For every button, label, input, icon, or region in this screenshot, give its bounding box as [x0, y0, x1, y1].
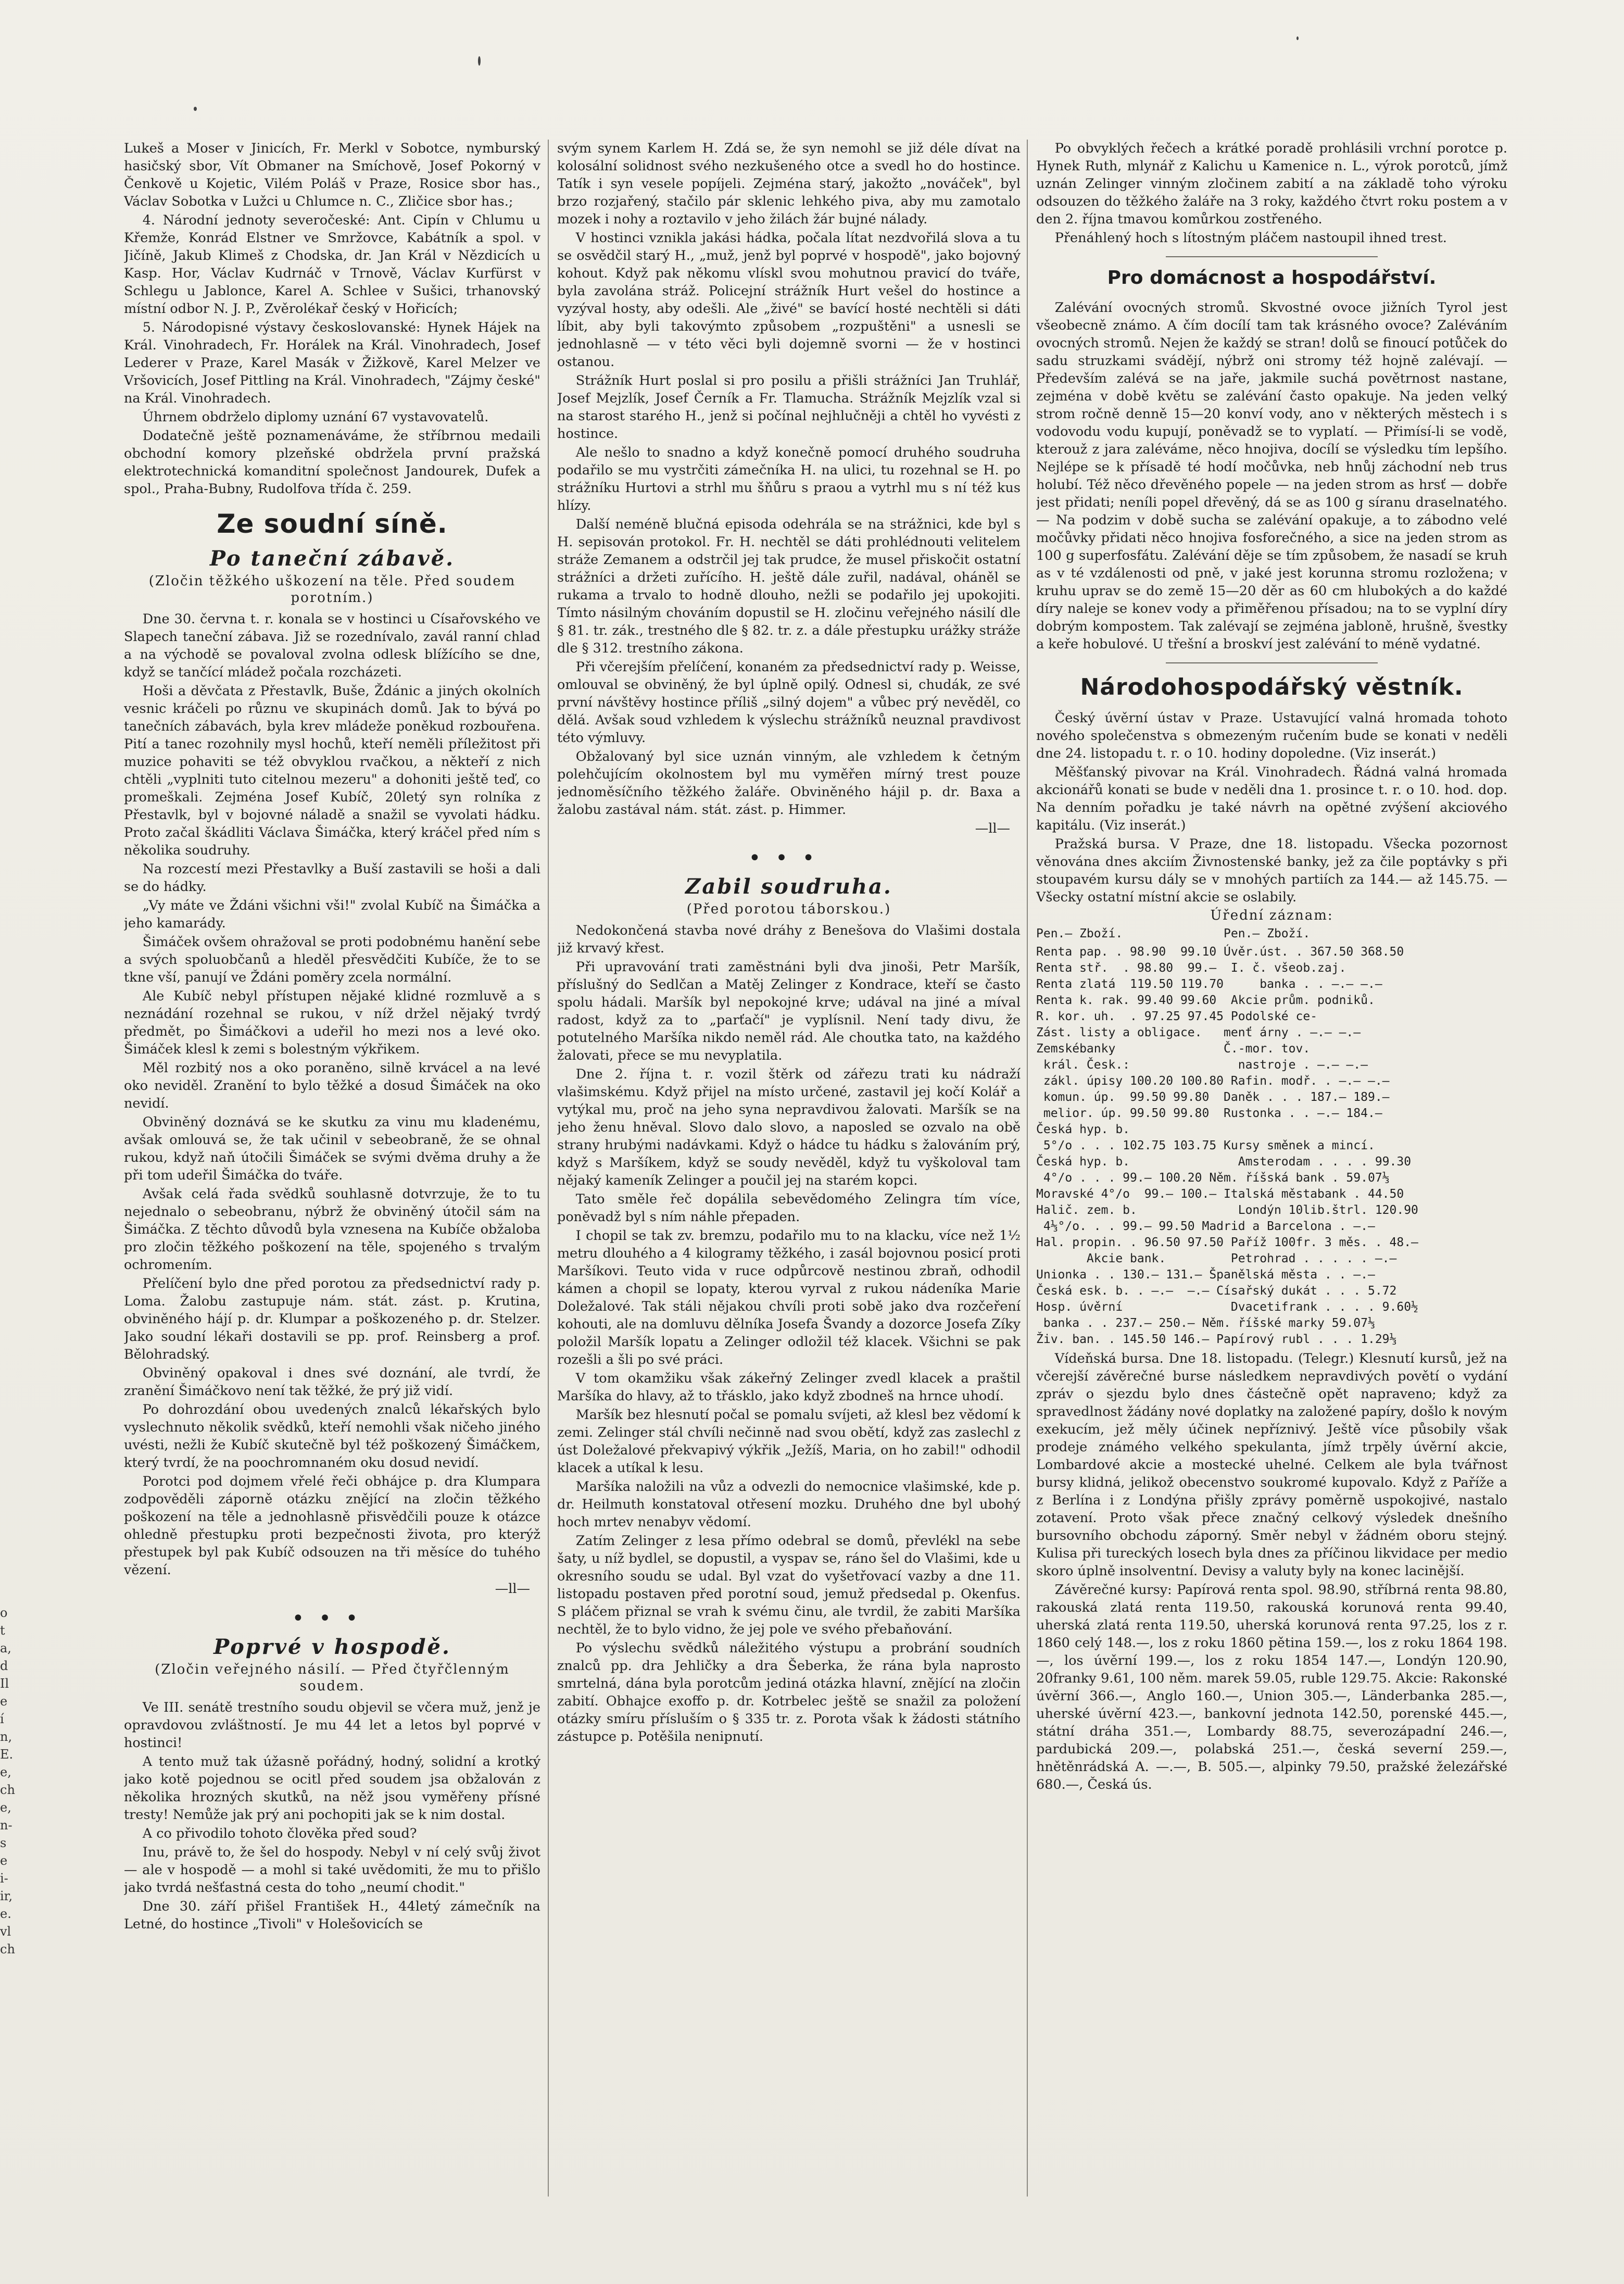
paragraph: Úhrnem obdrželo diplomy uznání 67 vystavovatelů.: [142, 409, 489, 425]
author-signature: —ll—: [495, 1581, 530, 1597]
paragraph: Vídeňská bursa. Dne 18. listopadu. (Telegr.) Klesnutí kursů, jež na včerejší závěrečné burse následkem nepravdivých povětí o vydání zpráv o sjezdu bylo dnes částečně opět napraveno; když za spravedlnost žádány nové doplatky na založené papíry, došlo k novým exekucím, jež měly účinek nepříznivý. Ještě více působily však prodeje známého velkého spekulanta, jímž trpěly úvěrní akcie, Lombardové akcie a mostecké uhelné. Celkem ale byla tvářnost bursy klidná, jelikož obecenstvo soukromé kupovalo. Když z Paříže a z Berlína i z Londýna přišly zprávy poměrně uspokojivé, nastalo zotavení. Proto však přece značný celkový výsledek dnešního bursovního obchodu záporný. Směr nebyl v žádném oboru stejný. Kulisa při tureckých losech byla dnes za příčinou likvidace per medio skoro úplně insolventní. Devisy a valuty byly na konec lacinější.: [1036, 1351, 1507, 1579]
author-signature: —ll—: [975, 821, 1010, 836]
paragraph: Na rozcestí mezi Přestavlky a Buší zastavili se hoši a dali se do hádky.: [124, 861, 540, 895]
column-rule: [1027, 140, 1028, 2197]
article-subtitle: (Zločin veřejného násilí. — Před čtyřčlenným soudem.: [155, 1662, 510, 1694]
paragraph: Dne 30. června t. r. konala se v hostinci u Císařovského ve Slapech taneční zábava. Již se rozednívalo, zavál ranní chlad a na východě se povaloval zvolna odlesk blížícího se dne, když se tančící mládež počala rozcházeti.: [124, 611, 540, 680]
paragraph: Pražská bursa. V Praze, dne 18. listopadu. Všecka pozornost věnována dnes akciím Živnostenské banky, jež za čile poptávky s při stoupavém kursu dály se v mnohých partiích za 144.— až 145.75. — Všecky ostatní místní akcie se oslabily.: [1036, 836, 1507, 905]
paragraph: Dne 2. října t. r. vozil štěrk od zářezu trati ku nádraží vlašimskému. Když přijel na místo určené, zastavil jej kočí Kolář a vytýkal mu, proč na jeho syna nepravdivou žalovati. Maršík se na jeho ženu hněval. Slovo dalo slovo, a naposled se ozvalo na obě strany hrubými nadávkami. Když o hádce tu hádku s žalováním prý, když s Maršíkem, když se soudy nevěděl, když tu vyškoloval tam nějaký kameník Zelinger a poučil jej na starém kopci.: [557, 1066, 1021, 1188]
paragraph: Maršík bez hlesnutí počal se pomalu svíjeti, až klesl bez vědomí k zemi. Zelinger stál chvíli nečinně nad svou obětí, když zas zaslechl z úst Doležalové překvapivý výkřik „Ježíš, Maria, on ho zabil!" odhodil klacek a utíkal k lesu.: [557, 1407, 1021, 1476]
paragraph: Ale nešlo to snadno a když konečně pomocí druhého soudruha podařilo se mu vystrčiti zámečníka H. na ulici, tu rozehnal se H. po strážníku Hurtovi a strhl mu šňůru s praou a vytrhl mu s ní též kus hlízy.: [557, 445, 1021, 513]
paragraph: Dodatečně ještě poznamenáváme, že stříbrnou medaili obchodní komory plzeňské obdržela první pražská elektrotechnická komanditní společnost Jandourek, Dufek a spol., Praha-Bubny, Rudolfova třída č. 259.: [124, 428, 540, 497]
paragraph: Ve III. senátě trestního soudu objevil se včera muž, jenž je opravdovou zvláštností. Je mu 44 let a letos byl poprvé v hostinci!: [124, 1700, 540, 1751]
paragraph: A tento muž tak úžasně pořádný, hodný, solidní a krotký jako kotě pojednou se ocitl před soudem jsa obžalován z několika hrozných skutků, na něž jsou vyměřeny přísné tresty! Nemůže jak prý ani pochopiti jak se k nim dostal.: [124, 1754, 540, 1823]
paragraph: I chopil se tak zv. bremzu, podařilo mu to na klacku, více než 1½ metru dlouhého a 4 kilogramy těžkého, i zasál bojovnou posicí proti Maršíkovi. Teuto vida v ruce odpůrcově nestinou zbraň, odhodil kámen a chopil se lopaty, kterou vyrval z rukou nádeníka Marie Doležalové. Tak stáli nějakou chvíli proti sobě jako dva rozčeření kohouti, ale na domluvu dělníka Josefa Švandy a dozorce Josefa Zíky položil Maršík lopatu a Zelinger odložil též klacek. Všichni se pak rozešli a šli po své práci.: [557, 1228, 1021, 1367]
paragraph: „Vy máte ve Ždáni všichni vši!" zvolal Kubíč na Šimáčka a jeho kamarády.: [124, 898, 540, 931]
paragraph: Měl rozbitý nos a oko poraněno, silně krvácel a na levé oko neviděl. Zranění to bylo těžké a dosud Šimáček na oko nevidí.: [124, 1060, 540, 1111]
paragraph: Obžalovaný byl sice uznán vinným, ale vzhledem k četným polehčujícím okolnostem byl mu vyměřen mírný trest pouze jednoměsíčního těžkého žaláře. Obviněného hájil p. dr. Baxa a žalobu zastával nám. stát. zást. p. Himmer.: [557, 749, 1021, 818]
section-title: Ze soudní síně.: [217, 509, 448, 539]
paragraph: Český úvěrní ústav v Praze. Ustavující valná hromada tohoto nového společenstva s obmezeným ručením bude se konati v neděli dne 24. listopadu t. r. o 10. hodiny dopoledne. (Viz inserát.): [1036, 710, 1507, 761]
paragraph: Ale Kubíč nebyl přístupen nějaké klidné rozmluvě a s neznádání rozehnal se rukou, v níž držel nějaký tvrdý předmět, po Šimáčkovi a udeřil ho mezi nos a levé oko. Šimáček klesl k zemi s bolestným výkřikem.: [124, 988, 540, 1057]
paragraph: Závěrečné kursy: Papírová renta spol. 98.90, stříbrná renta 98.80, rakouská zlatá renta 119.50, rakouská korunová renta 99.40, uherská zlatá renta 119.50, uherská korunová renta 97.25, los z r. 1860 celý 148.—, los z roku 1860 pětina 159.—, los z roku 1864 198.—, los úvěrní 199.—, los z roku 1854 147.—, Londýn 120.90, 20franky 9.61, 100 něm. marek 59.05, ruble 129.75. Akcie: Rakonské úvěrní 366.—, Anglo 160.—, Union 305.—, Länderbanka 285.—, uherské úvěrní 423.—, bankovní jednota 142.50, porenské 445.—, státní dráha 351.—, Lombardy 88.75, severozápadní 246.—, pardubická 209.—, polabská 251.—, česká severní 259.—, hnětěnrádská A. —.—, B. 505.—, alpinky 79.50, pražské železářské 680.—, Česká ús.: [1036, 1582, 1507, 1792]
paragraph: Obviněný opakoval i dnes své doznání, ale tvrdí, že zranění Šimáčkovo není tak těžké, že prý již vidí.: [124, 1365, 540, 1399]
paragraph: Avšak celá řada svědků souhlasně dotvrzuje, že to tu nejednalo o sebeobranu, nýbrž že obviněný útočil sám na Šimáčka. Z těchto důvodů byla vznesena na Kubíče obžaloba pro zločin těžkého poškození na těle, spojeného s trvalým ochromením.: [124, 1186, 540, 1273]
paragraph: Nedokončená stavba nové dráhy z Benešova do Vlašimi dostala již krvavý křest.: [557, 923, 1021, 956]
print-speck: [194, 107, 197, 111]
rates-column-header: Pen.— Zboží. Pen.— Zboží.: [1036, 927, 1311, 940]
article-subtitle: (Před porotou táborskou.): [686, 901, 891, 917]
print-speck: [1296, 36, 1299, 40]
divider: [1166, 662, 1378, 663]
paragraph: A co přivodilo tohoto člověka před soud?: [142, 1826, 417, 1841]
section-title: Národohospodářský věstník.: [1080, 674, 1464, 700]
paragraph: Přelíčení bylo dne před porotou za předsednictví rady p. Loma. Žalobu zastupuje nám. stát. zást. p. Krutina, obviněného hájí p. dr. Klumpar a poškozeného p. dr. Stelzer. Jako soudní lékaři dostavili se pp. prof. Reinsberg a prof. Bělohradský.: [124, 1276, 540, 1362]
rates-heading: Úřední záznam:: [1210, 908, 1333, 923]
paragraph: Zatím Zelinger z lesa přímo odebral se domů, převlékl na sebe šaty, u níž bydlel, se dopustil, a vyspav se, ráno šel do Vlašimi, kde u okresního soudu se udal. Byl vzat do vyšetřovací vazby a dne 11. listopadu postaven před porotní soud, jemuž předsedal p. Okenfus. S pláčem přiznal se vrah k svému činu, ale tvrdil, že zabiti Maršíka nechtěl, že to bylo vidno, že jej pole ve svého přebaňování.: [557, 1533, 1021, 1637]
paragraph: 5. Národopisné výstavy českoslovanské: Hynek Hájek na Král. Vinohradech, Fr. Horálek na Král. Vinohradech, Josef Lederer v Praze, Karel Masák v Žižkově, Karel Melzer ve Vršovicích, Josef Pittling na Král. Vinohradech, "Zájmy české" na Král. Vinohradech.: [124, 320, 540, 406]
article-title: Zabil soudruha.: [685, 874, 892, 899]
paragraph: Po výslechu svědků náležitého výstupu a probrání soudních znalců pp. dra Jehličky a dra Šeberka, že rána byla naprosto smrtelná, dána byla porotcům jediná otázka hlavní, znějící na zločin zabití. Obhajce exoffo p. dr. Kotrbelec ještě se snažil za položení otázky smíru přísluším o § 335 tr. z. Porota však k žádosti státního zástupce p. Potěšila nenipnutí.: [557, 1640, 1021, 1745]
paragraph: Další neméně blučná episoda odehrála se na strážnici, kde byl s H. sepisován protokol. Fr. H. nechtěl se dáti prohlédnouti velitelem stráže Zemanem a odstrčil jej tak prudce, že musel přiskočit ostatní strážníci a držeti zuřícího. H. ještě dále zuřil, nadával, oháněl se rukama a trvalo to hodně dlouho, nežli se podařilo jej upokojiti. Tímto násilným chováním dopustil se H. zločinu veřejného násilí dle § 81. tr. zák., trestného dle § 82. tr. z. a dále přestupku urážky stráže dle § 312. trestního zákona.: [557, 517, 1021, 656]
article-title: Po taneční zábavě.: [209, 546, 455, 571]
paragraph: Měšťanský pivovar na Král. Vinohradech. Řádná valná hromada akcionářů konati se bude v neděli dna 1. prosince t. r. o 10. hod. dop. Na denním pořadku je také návrh na opětné zvýšení akciového kapitálu. (Viz inserát.): [1036, 764, 1507, 833]
paragraph: Inu, právě to, že šel do hospody. Nebyl v ní celý svůj život — ale v hospodě — a mohl si také uvědomiti, že mu to přišlo jako tvrdá nešťastná cesta do toho „neumí chodit.": [124, 1844, 540, 1896]
column-3: [1036, 140, 1507, 2202]
paragraph: Obviněný doznává se ke skutku za vinu mu kladenému, avšak omlouvá se, že tak učinil v sebeobraně, že se ohnal rukou, když naň útočili Šimáček se svými dvěma druhy a že při tom udeřil Šimáčka do tváře.: [124, 1114, 540, 1183]
paragraph: Šimáček ovšem ohražoval se proti podobnému hanění sebe a svých spoluobčanů a hleděl přesvědčiti Kubíče, že to se tkne vší, panují ve Ždáni poměry zcela normální.: [124, 934, 540, 985]
column-1: [124, 140, 540, 2202]
section-title: Pro domácnost a hospodářství.: [1107, 267, 1437, 288]
paragraph: Tato směle řeč dopálila sebevědomého Zelingra tím více, poněvadž byl s ním náhle přepaden.: [557, 1191, 1021, 1225]
paragraph: Hoši a děvčata z Přestavlk, Buše, Ždánic a jiných okolních vesnic kráčeli po různu ve skupinách domů. Jak to bývá po tanečních zábavách, byla krev mládeže poněkud rozbouřena. Pití a tanec rozohnily mysl hochů, kteří neměli příležitost při muzice pohaviti se též obvyklou rvačkou, a někteří z nich chtěli „vyplniti tuto citelnou mezeru" a dohoniti ještě teď, co promeškali. Zejména Josef Kubíč, 20letý syn rolníka z Přestavlk, byl v bojovné náladě a snažil se vyvolati hádku. Proto začal škádliti Václava Šimáčka, který kráčel před ním s několika soudruhy.: [124, 683, 540, 858]
separator-dots: •••: [292, 1607, 373, 1630]
exchange-rates-table: Renta pap. . 98.90 99.10 Úvěr.úst. . 367.50 368.50 Renta stř. . 98.80 99.— I. č. všeob.zaj. Renta zlatá 119.50 119.70 banka . . —.— —.— Renta k. rak. 99.40 99.60 Akcie prům. podniků. R. kor. uh. . 97.25 97.45 Podolské ce- Zást. listy a obligace. menť árny . —.— —.— Zemskébanky Č.-mor. tov. král. Česk.: nastroje . —.— —.— zákl. úpisy 100.20 100.80 Rafin. modř. . —.— —.— komun. úp. 99.50 99.80 Daněk . . . 187.— 189.— melior. úp. 99.50 99.80 Rustonka . . —.— 184.— Česká hyp. b. 5°/o . . . 102.75 103.75 Kursy směnek a mincí. Česká hyp. b. Amsterodam . . . . 99.30 4°/o . . . 99.— 100.20 Něm. říšská bank . 59.07⅓ Moravské 4°/o 99.— 100.— Italská městabank . 44.50 Halič. zem. b. Londýn 10lib.štrl. 120.90 4⅓°/o. . . 99.— 99.50 Madrid a Barcelona . —.— Hal. propin. . 96.50 97.50 Paříž 100fr. 3 měs. . 48.— Akcie bank. Petrohrad . . . . . —.— Unionka . . 130.— 131.— Španělská města . . —.— Česká esk. b. . —.— —.— Císařský dukát . . . 5.72 Hosp. úvěrní Dvacetifrank . . . . 9.60½ banka . . 237.— 250.— Něm. říšské marky 59.07⅓ Živ. ban. . 145.50 146.— Papírový rubl . . . 1.29⅓: [1036, 945, 1418, 1346]
paragraph: Přenáhlený hoch s lítostným pláčem nastoupil ihned trest.: [1054, 230, 1447, 246]
paragraph: Po dohrozdání obou uvedených znalců lékařských bylo vyslechnuto několik svědků, kteří nemohli však ničeho jiného uvésti, nežli že Kubíč skutečně byl též poškozený Šimáčkem, který tvrdí, že na poochromnaném oku dosud nevidí.: [124, 1402, 540, 1471]
paragraph: Při upravování trati zaměstnáni byli dva jinoši, Petr Maršík, příslušný do Sedlčan a Matěj Zelinger z Kondrace, kteří se často spolu hádali. Maršík byl nepokojné krve; udával na jiné a míval radost, když za to „parťačí" je vyplísnil. Není tady divu, že potutelného Maršíka nikdo neměl rád. Ale choutka tato, na každého žalovati, přece se mu nevyplatila.: [557, 959, 1021, 1063]
paragraph: V hostinci vznikla jakási hádka, počala lítat nezdvořilá slova a tu se osvědčil starý H., „muž, jenž byl poprvé v hospodě", jako bojovný kohout. Když pak někomu vlískl svou mohutnou pravicí do tváře, byla zavolána stráž. Policejní strážník Hurt vešel do hostince a vyzýval hosty, aby odešli. Ale „živé" se bavící hosté nechtěli si dáti líbit, aby byli takovýmto způsobem „rozpuštěni" a usnesli se jednohlasně — v této věci byli dojemně svorni — že v hostinci ostanou.: [557, 230, 1021, 370]
paragraph: svým synem Karlem H. Zdá se, že syn nemohl se již déle dívat na kolosální solidnost svého nezkušeného otce a svedl ho do hostince. Tatík i syn vesele popíjeli. Zejména starý, jakožto „nováček", byl brzo rozjařený, stačilo pár sklenic lehkého piva, aby mu zamotalo mozek i nohy a roztavilo v jeho žilách žár bujné nálady.: [557, 141, 1021, 227]
article-subtitle: (Zločin těžkého uškození na těle. Před soudem porotním.): [148, 573, 516, 606]
paragraph: Dne 30. září přišel František H., 44letý zámečník na Letné, do hostince „Tivoli" v Holešovicích se: [124, 1899, 540, 1932]
column-rule: [548, 140, 549, 2197]
paragraph: Porotci pod dojmem vřelé řeči obhájce p. dra Klumpara zodpověděli záporně otázku znějící na zločin těžkého poškození na těle a jednohlasně přisvědčili pouze k otázce ohledně přestupku proti bezpečnosti života, pro kterýž přestupek byl pak Kubíč odsouzen na tři měsíce do tuhého vězení.: [124, 1474, 540, 1578]
paragraph: Strážník Hurt poslal si pro posilu a přišli strážníci Jan Truhlář, Josef Mejzlík, Josef Černík a Fr. Tlamucha. Strážník Mejzlík vzal si na starost starého H., jenž si počínal nejhlučněji a chtěl ho vyvésti z hostince.: [557, 373, 1021, 442]
paragraph: Po obvyklých řečech a krátké poradě prohlásili vrchní porotce p. Hynek Ruth, mlynář z Kalichu u Kamenice n. L., výrok porotců, jímž uznán Zelinger vinným zločinem zabití a na základě toho výroku odsouzen do těžkého žaláře na 3 roky, každého čtvrt roku postem a v den 2. října tmavou komůrkou zostřeného.: [1036, 141, 1507, 227]
article-title: Poprvé v hospodě.: [213, 1635, 451, 1659]
paragraph: Maršíka naložili na vůz a odvezli do nemocnice vlašimské, kde p. dr. Heilmuth konstatoval otřesení mozku. Druhého dne byl ubohý hoch mrtev nenabyv vědomí.: [557, 1479, 1021, 1530]
column-2: [557, 140, 1021, 2202]
paragraph: 4. Národní jednoty severočeské: Ant. Cipín v Chlumu u Křemže, Konrád Elstner ve Smržovce, Kabátník a spol. v Jičíně, Jakub Klimeš z Chodska, dr. Jan Král v Nězdicích u Kasp. Hor, Václav Kudrnáč v Trnově, Václav Kurfürst v Schlegu u Jablonce, Karel A. Schlee v Sušici, trhanovský místní odbor N. J. P., Zvěrolékař český v Hořicích;: [124, 212, 540, 317]
paragraph: V tom okamžiku však zákeřný Zelinger zvedl klacek a praštil Maršíka do hlavy, až to třásklo, jako když zbodneš na hrnce uhodí.: [557, 1371, 1021, 1404]
left-margin-fragment: o t a, d Il e í n, E. e, ch e, n- s e i- ir, e. vl ch: [0, 1605, 15, 1956]
paragraph: Zalévání ovocných stromů. Skvostné ovoce jižních Tyrol jest všeobecně známo. A čím docílí tam tak krásného ovoce? Zaléváním ovocných stromů. Nejen že každý se stran! dolů se finoucí potůček do sadu struzkami svádějí, nýbrž oni stromy též hojně zalévají. — Především zalévá se na jaře, jakmile suchá povětrnost nastane, zejména v době květu se zalévání často opakuje. Na jeden velký strom ročně denně 15—20 konví vody, ano v některých městech i s vodovodu vodu kupují, poněvadž se to vyplatí. — Přimísí-li se vodě, kterouž z jara zaléváme, něco hnojiva, docílí se výsledku tím lepšího. Nejlépe se k přísadě té hodí močůvka, neb hnůj záchodní neb trus holubí. Též něco dřevěného popele — na jeden strom as hrsť — dobře jest přidati; neníli popel dřevěný, dá se as 100 g síranu draselnatého. — Na podzim v době sucha se zalévání opakuje, a to zábodno velé močůvky přidati něco hnojiva fosforečného, a sice na jeden strom as 100 g superfosfátu. Zalévání děje se tím způsobem, že nasadí se kruh as v té vzdálenosti od pně, v jaké jest korunna stromu rozložena; v kruhu uprav se do země 15—20 děr as 60 cm hlubokých a do každé díry naleje se konev vody a přiměřenou přísadou; na to se vyplní díry dobrým kompostem. Tak zalévají se zejména jabloně, hrušně, švestky a keře hobulové. U třešní a broskví jest zalévání to méně vydatné.: [1036, 300, 1507, 652]
divider: [1166, 256, 1378, 257]
separator-dots: •••: [748, 846, 829, 870]
paragraph: Lukeš a Moser v Jinicích, Fr. Merkl v Sobotce, nymburský hasičský sbor, Vít Obmaner na Smíchově, Josef Pokorný v Čenkově u Kojetic, Vilém Poláš v Praze, Rosice sbor has., Václav Sobotka v Lužci u Chlumce n. C., Zličice sbor has.;: [124, 141, 540, 209]
print-speck: [478, 56, 481, 66]
paragraph: Při včerejším přelíčení, konaném za předsednictví rady p. Weisse, omlouval se obviněný, že byl úplně opilý. Odnesl si, chudák, ze své první návštěvy hostince příliš „silný dojem" a vůbec prý nevěděl, co dělá. Avšak soud vzhledem k výslechu strážníků neuznal pravdivost této výmluvy.: [557, 659, 1021, 746]
